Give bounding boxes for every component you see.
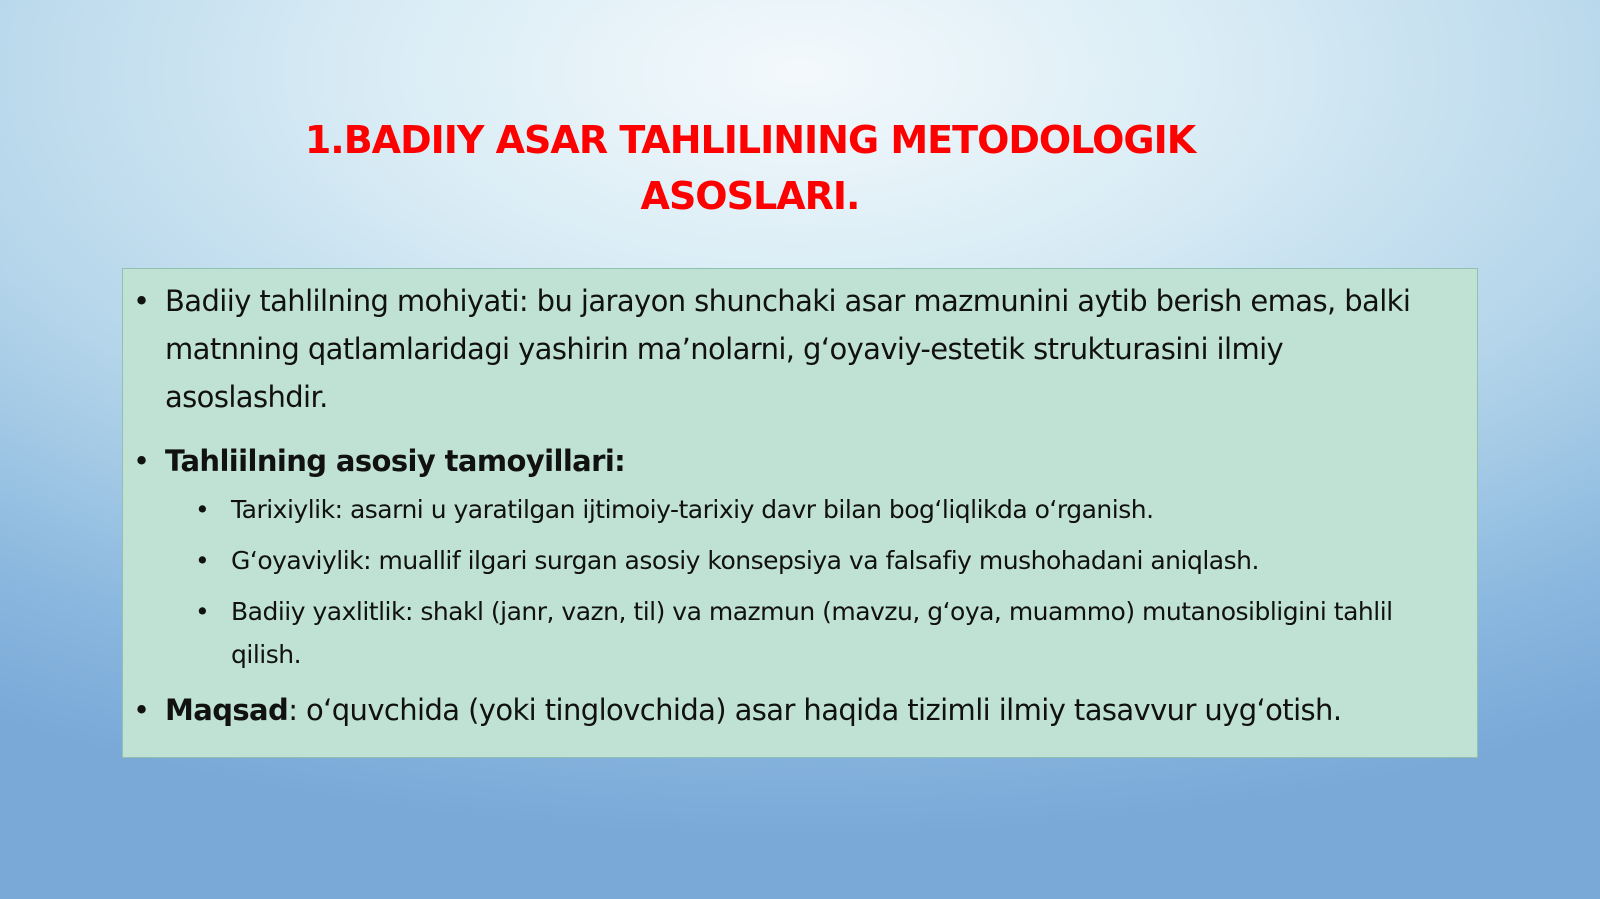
principle-integrity — [165, 590, 1477, 676]
slide-title: 1.BADIIY ASAR TAHLILINING METODOLOGIK ASOSLARI. — [304, 118, 1196, 218]
goal-text: : o‘quvchida (yoki tinglovchida) asar haqida tizimli ilmiy tasavvur uyg‘otish. — [288, 693, 1342, 727]
principle-ideology — [165, 539, 1477, 583]
principle-historicism-text: Tarixiylik: asarni u yaratilgan ijtimoiy-tarixiy davr bilan bog‘liqlikda o‘rganish. — [231, 495, 1154, 524]
content-box — [122, 268, 1478, 758]
goal-label: Maqsad — [165, 693, 289, 727]
bullet-list — [123, 277, 1477, 734]
principles-heading: Tahliilning asosiy tamoyillari: — [165, 444, 626, 478]
bullet-principles — [123, 437, 1477, 676]
bullet-essence — [123, 277, 1477, 421]
principle-integrity-text: Badiiy yaxlitlik: shakl (janr, vazn, til) va mazmun (mavzu, g‘oya, muammo) mutanosibligini tahlil qilish. — [231, 597, 1393, 669]
principle-historicism — [165, 488, 1477, 532]
essence-text: Badiiy tahlilning mohiyati: bu jarayon shunchaki asar mazmunini aytib berish emas, balki matnning qatlamlaridagi yashirin ma’nolarni, g‘oyaviy-estetik strukturasini ilmiy asoslashdir. — [165, 284, 1411, 414]
principles-list — [165, 488, 1477, 676]
principle-ideology-text: G‘oyaviylik: muallif ilgari surgan asosiy konsepsiya va falsafiy mushohadani aniqlash. — [231, 546, 1259, 575]
bullet-goal — [123, 686, 1477, 734]
